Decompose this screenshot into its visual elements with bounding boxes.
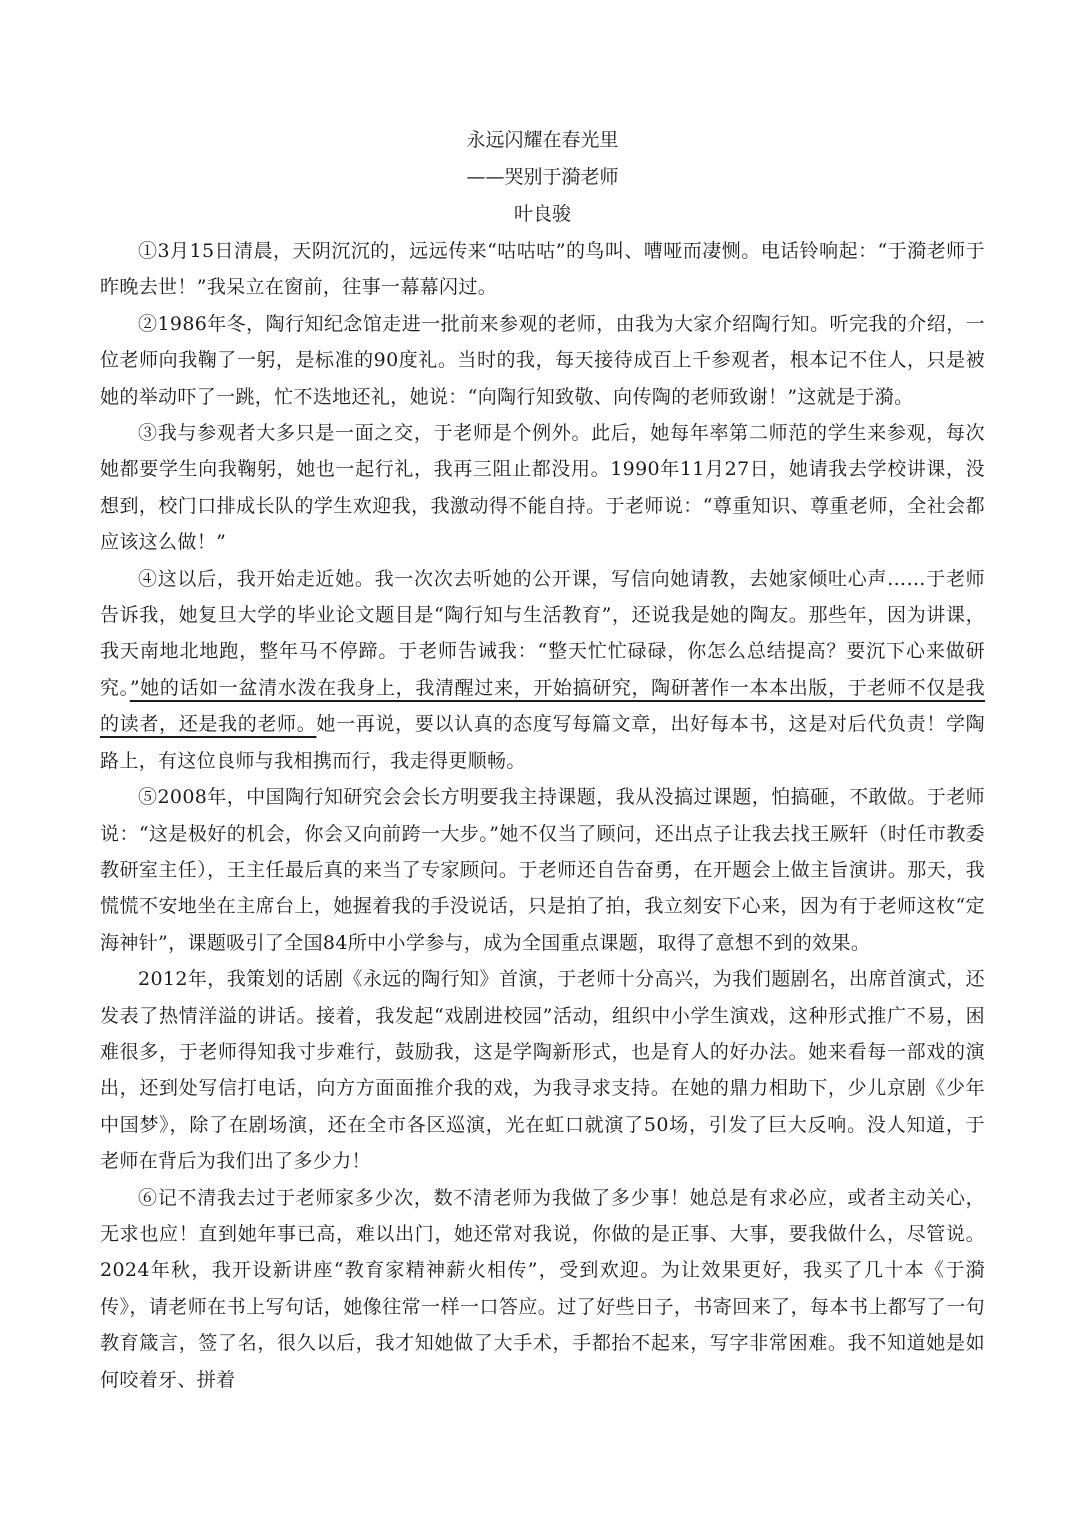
paragraph-2: ②1986年冬，陶行知纪念馆走进一批前来参观的老师，由我为大家介绍陶行知。听完我的介绍，一位老师向我鞠了一躬，是标准的90度礼。当时的我，每天接待成百上千参观者，根本记不住人，只是被她的举动吓了一跳，忙不迭地还礼，她说：“向陶行知致敬、向传陶的老师致谢！”这就是于漪。 — [100, 312, 985, 408]
paragraph-3: ③我与参观者大多只是一面之交，于老师是个例外。此后，她每年率第二师范的学生来参观，每次她都要学生向我鞠躬，她也一起行礼，我再三阻止都没用。1990年11月27日，她请我去学校讲课，没想到，校门口排成长队的学生欢迎我，我激动得不能自持。于老师说：“尊重知识、尊重老师，全社会都应该这么做！” — [100, 422, 985, 554]
document-title: 永远闪耀在春光里 — [466, 129, 619, 151]
document-author: 叶良骏 — [513, 203, 571, 225]
paragraph-1: ①3月15日清晨，天阴沉沉的，远远传来“咕咕咕”的鸟叫、嘈哑而凄恻。电话铃响起：“于漪老师于昨晚去世！”我呆立在窗前，往事一幕幕闪过。 — [100, 240, 985, 299]
paragraph-4-text-after: 她一再说，要以认真的态度写每篇文章，出好每本书，这是对后代负责！学陶路上，有这位良师与我相携而行，我走得更顺畅。 — [100, 713, 985, 772]
paragraph-4 — [100, 561, 985, 779]
document-page — [100, 122, 985, 1398]
underlined-passage: ”她的话如一盆清水泼在我身上，我清醒过来，开始搞研究，陶研著作一本本出版，于老师不仅是我的读者，还是我的老师。 — [100, 676, 985, 736]
paragraph-4-text-before: ④这以后，我开始走近她。我一次次去听她的公开课，写信向她请教，去她家倾吐心声……于老师告诉我，她复旦大学的毕业论文题目是“陶行知与生活教育”，还说我是她的陶友。那些年，因为讲课，我天南地北地跑，整年马不停蹄。于老师告诫我：“整天忙忙碌碌，你怎么总结提高？要沉下心来做研究。 — [100, 567, 985, 699]
paragraph-5: ⑤2008年，中国陶行知研究会会长方明要我主持课题，我从没搞过课题，怕搞砸，不敢做。于老师说：“这是极好的机会，你会又向前跨一大步。”她不仅当了顾问，还出点子让我去找王厥轩（时任市教委教研室主任），王主任最后真的来当了专家顾问。于老师还自告奋勇，在开题会上做主旨演讲。那天，我慌慌不安地坐在主席台上，她握着我的手没说话，只是拍了拍，我立刻安下心来，因为有于老师这枚“定海神针”，课题吸引了全国84所中小学参与，成为全国重点课题，取得了意想不到的效果。 — [100, 786, 985, 954]
document-subtitle: ——哭别于漪老师 — [466, 166, 619, 188]
paragraph-7: ⑥记不清我去过于老师家多少次，数不清老师为我做了多少事！她总是有求必应，或者主动关心，无求也应！直到她年事已高，难以出门，她还常对我说，你做的是正事、大事，要我做什么，尽管说。2024年秋，我开设新讲座“教育家精神薪火相传”，受到欢迎。为让效果更好，我买了几十本《于漪传》，请老师在书上写句话，她像往常一样一口答应。过了好些日子，书寄回来了，每本书上都写了一句教育箴言，签了名，很久以后，我才知她做了大手术，手都抬不起来，写字非常困难。我不知道她是如何咬着牙、拼着 — [100, 1186, 985, 1391]
paragraph-6: 2012年，我策划的话剧《永远的陶行知》首演，于老师十分高兴，为我们题剧名，出席首演式，还发表了热情洋溢的讲话。接着，我发起“戏剧进校园”活动，组织中小学生演戏，这种形式推广不易，困难很多，于老师得知我寸步难行，鼓励我，这是学陶新形式，也是育人的好办法。她来看每一部戏的演出，还到处写信打电话，向方方面面推介我的戏，为我寻求支持。在她的鼎力相助下，少儿京剧《少年中国梦》，除了在剧场演，还在全市各区巡演，光在虹口就演了50场，引发了巨大反响。没人知道，于老师在背后为我们出了多少力！ — [100, 968, 985, 1173]
